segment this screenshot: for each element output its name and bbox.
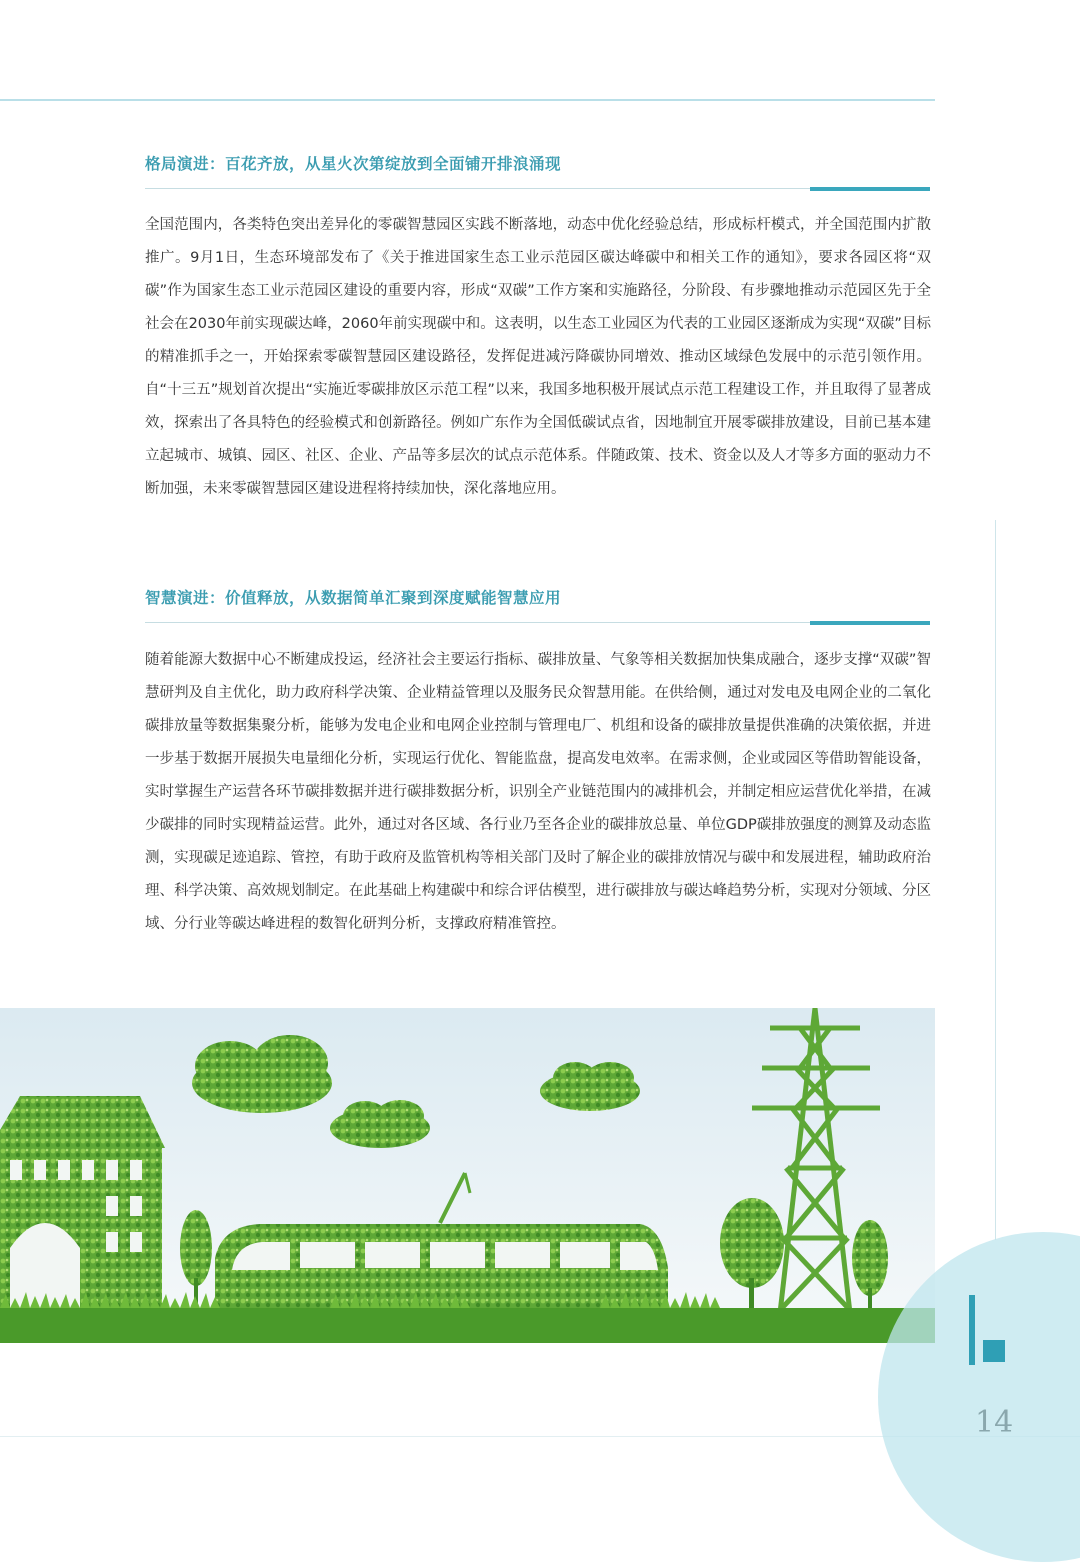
section1-title-underline (145, 187, 930, 191)
section1-title: 格局演进：百花齐放，从星火次第绽放到全面铺开排浪涌现 (145, 155, 562, 173)
section2-body: 随着能源大数据中心不断建成投运，经济社会主要运行指标、碳排放量、气象等相关数据加快集成融合，逐步支撑“双碳”智慧研判及自主优化，助力政府科学决策、企业精益管理以及服务民众智慧用能。在供给侧，通过对发电及电网企业的二氧化碳排放量等数据集聚分析，能够为发电企业和电网企业控制与管理电厂、机组和设备的碳排放量提供准确的决策依据，并进一步基于数据开展损失电量细化分析，实现运行优化、智能监盘，提高发电效率。在需求侧，企业或园区等借助智能设备，实时掌握生产运营各环节碳排数据并进行碳排数据分析，识别全产业链范围内的减排机会，并制定相应运营优化举措，在减少碳排的同时实现精益运营。此外，通过对各区域、各行业乃至各企业的碳排放总量、单位GDP碳排放强度的测算及动态监测，实现碳足迹追踪、管控，有助于政府及监管机构等相关部门及时了解企业的碳排放情况与碳中和发展进程，辅助政府治理、科学决策、高效规划制定。在此基础上构建碳中和综合评估模型，进行碳排放与碳达峰趋势分析，实现对分领域、分区域、分行业等碳达峰进程的数智化研判分析，支撑政府精准管控。 (145, 652, 931, 932)
right-rule (995, 520, 996, 1240)
section2-title: 智慧演进：价值释放，从数据简单汇聚到深度赋能智慧应用 (145, 589, 562, 607)
section1-header (145, 153, 930, 191)
green-city-illustration (0, 1008, 935, 1343)
decorative-bar (969, 1295, 975, 1365)
building-icon (0, 1096, 165, 1328)
top-rule (0, 99, 935, 101)
decorative-square (983, 1340, 1005, 1362)
page-number: 14 (975, 1405, 1014, 1440)
section2-header (145, 587, 930, 625)
section1-body: 全国范围内，各类特色突出差异化的零碳智慧园区实践不断落地，动态中优化经验总结，形成标杆模式，并全国范围内扩散推广。9月1日，生态环境部发布了《关于推进国家生态工业示范园区碳达峰碳中和相关工作的通知》，要求各园区将“双碳”作为国家生态工业示范园区建设的重要内容，形成“双碳”工作方案和实施路径，分阶段、有步骤地推动示范园区先于全社会在2030年前实现碳达峰，2060年前实现碳中和。这表明，以生态工业园区为代表的工业园区逐渐成为实现“双碳”目标的精准抓手之一，开始探索零碳智慧园区建设路径，发挥促进减污降碳协同增效、推动区域绿色发展中的示范引领作用。自“十三五”规划首次提出“实施近零碳排放区示范工程”以来，我国多地积极开展试点示范工程建设工作，并且取得了显著成效，探索出了各具特色的经验模式和创新路径。例如广东作为全国低碳试点省，因地制宜开展零碳排放建设，目前已基本建立起城市、城镇、园区、社区、企业、产品等多层次的试点示范体系。伴随政策、技术、资金以及人才等多方面的驱动力不断加强，未来零碳智慧园区建设进程将持续加快，深化落地应用。 (145, 217, 931, 497)
section2-title-underline (145, 621, 930, 625)
